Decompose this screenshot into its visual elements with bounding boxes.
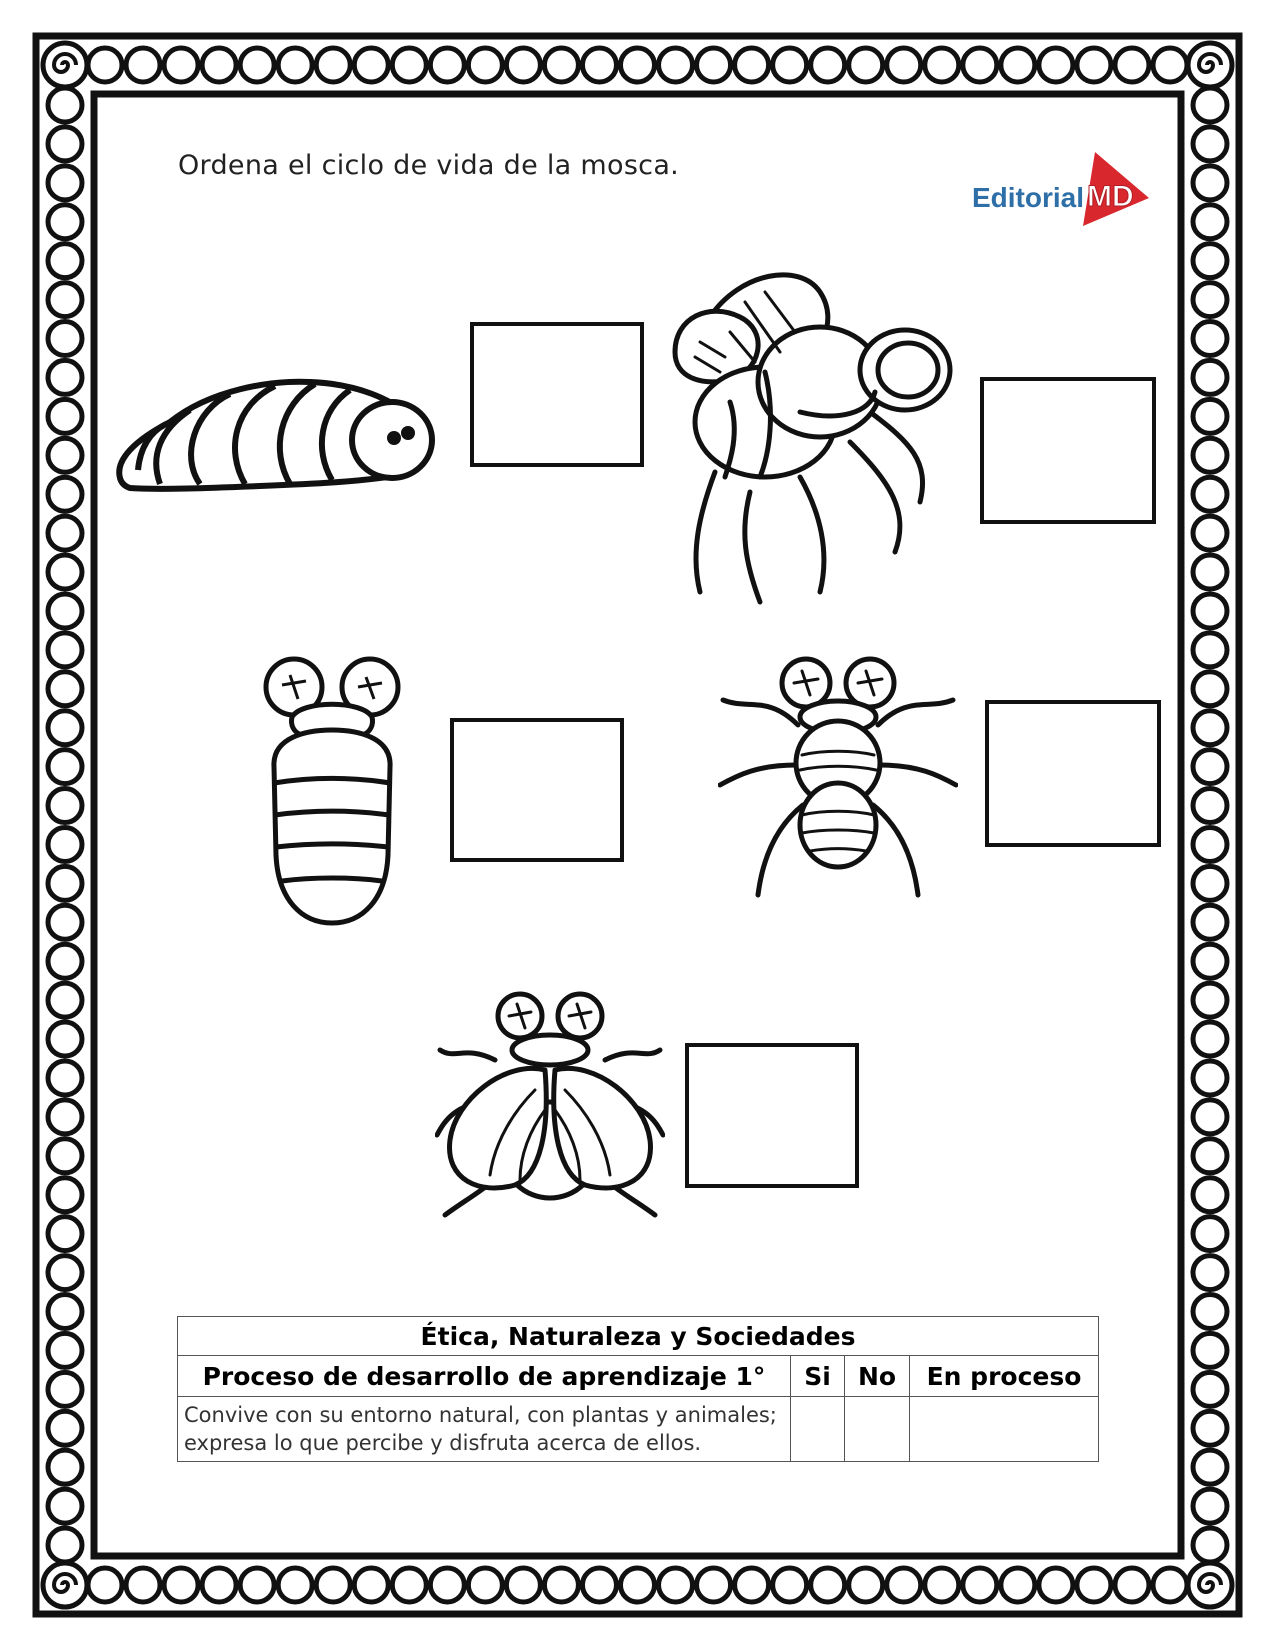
larva-icon bbox=[110, 360, 440, 510]
evaluation-table bbox=[177, 1316, 1099, 1462]
winged-fly-icon bbox=[435, 990, 665, 1230]
logo-text: Editorial bbox=[972, 182, 1085, 213]
column-header-no: No bbox=[845, 1356, 910, 1397]
answer-box-winged-fly[interactable] bbox=[685, 1043, 859, 1188]
answer-box-larva[interactable] bbox=[470, 322, 644, 467]
checkbox-cell-si[interactable] bbox=[791, 1397, 845, 1462]
adult-fly-icon bbox=[670, 262, 960, 612]
column-header-process: Proceso de desarrollo de aprendizaje 1° bbox=[178, 1356, 791, 1397]
column-header-en-proceso: En proceso bbox=[910, 1356, 1099, 1397]
column-header-si: Si bbox=[791, 1356, 845, 1397]
answer-box-adult-fly[interactable] bbox=[980, 377, 1156, 524]
answer-box-pupa[interactable] bbox=[450, 718, 624, 862]
checkbox-cell-no[interactable] bbox=[845, 1397, 910, 1462]
criterion-description: Convive con su entorno natural, con plantas y animales; expresa lo que percibe y disfruta acerca de ellos. bbox=[178, 1397, 791, 1462]
table-title: Ética, Naturaleza y Sociedades bbox=[178, 1317, 1099, 1356]
logo-mark-icon bbox=[1077, 150, 1157, 230]
answer-box-young-fly[interactable] bbox=[985, 700, 1161, 847]
young-fly-icon bbox=[718, 655, 958, 905]
editorial-logo bbox=[972, 150, 1157, 230]
svg-text:MD: MD bbox=[1087, 180, 1134, 213]
pupa-icon bbox=[262, 655, 402, 930]
table-row bbox=[178, 1397, 1099, 1462]
checkbox-cell-en-proceso[interactable] bbox=[910, 1397, 1099, 1462]
instruction-text: Ordena el ciclo de vida de la mosca. bbox=[178, 150, 680, 181]
